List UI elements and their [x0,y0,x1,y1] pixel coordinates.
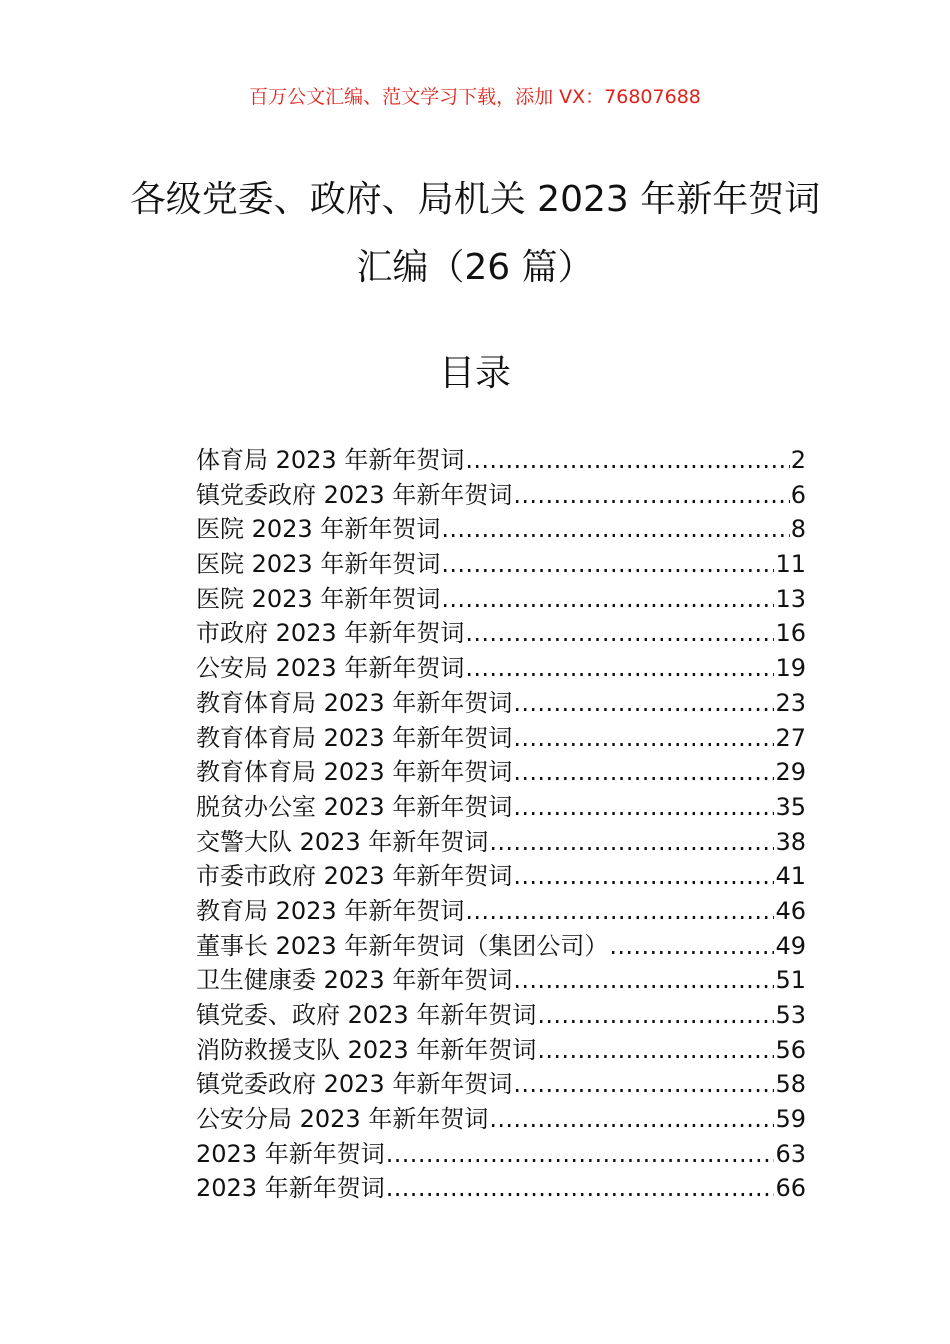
toc-dot-leader [465,443,789,478]
toc-entry[interactable] [196,1102,806,1137]
toc-dot-leader [489,1102,774,1137]
toc-entry-page: 49 [775,931,806,960]
toc-entry[interactable] [196,721,806,756]
toc-entry-page: 19 [775,654,806,683]
toc-dot-leader [441,547,774,582]
toc-entry[interactable] [196,825,806,860]
toc-entry-page: 51 [775,966,806,995]
toc-entry-page: 27 [775,723,806,752]
toc-dot-leader [513,686,774,721]
toc-entry[interactable] [196,616,806,651]
toc-entry[interactable] [196,1033,806,1068]
toc-entry-title: 医院 2023 年新年贺词 [196,515,441,544]
toc-entry-title: 董事长 2023 年新年贺词（集团公司） [196,931,609,960]
header-note: 百万公文汇编、范文学习下载，添加 VX：76807688 [249,86,701,108]
toc-entry-page: 8 [790,515,806,544]
toc-entry[interactable] [196,1067,806,1102]
toc-entry-page: 29 [775,758,806,787]
toc-dot-leader [513,755,774,790]
toc-dot-leader [513,478,789,513]
toc-entry-title: 市委市政府 2023 年新年贺词 [196,862,513,891]
toc-entry-page: 6 [790,480,806,509]
toc-entry-page: 2 [790,446,806,474]
toc-dot-leader [513,721,774,756]
toc-entry-title: 卫生健康委 2023 年新年贺词 [196,966,513,995]
toc-entry[interactable] [196,790,806,825]
toc-entry-page: 63 [775,1139,806,1168]
toc-entry[interactable] [196,929,806,964]
toc-entry-title: 市政府 2023 年新年贺词 [196,619,465,648]
document-title-line-1: 各级党委、政府、局机关 2023 年新年贺词 [129,179,821,220]
toc-entry-page: 13 [775,584,806,613]
toc-dot-leader [513,963,774,998]
toc-entry-page: 56 [775,1035,806,1064]
toc-entry-title: 交警大队 2023 年新年贺词 [196,827,489,856]
toc-dot-leader [513,1067,774,1102]
toc-entry[interactable] [196,894,806,929]
toc-dot-leader [441,582,774,617]
toc-entry-title: 教育体育局 2023 年新年贺词 [196,758,513,787]
toc-entry-page: 11 [775,550,806,579]
toc-heading: 目录 [438,353,511,394]
toc-dot-leader [513,790,774,825]
toc-entry-page: 38 [775,827,806,856]
toc-entry-page: 53 [775,1001,806,1029]
toc-dot-leader [513,859,774,894]
toc-entry-page: 41 [775,862,806,891]
toc-entry-title: 公安局 2023 年新年贺词 [196,654,465,683]
toc-entry-title: 教育体育局 2023 年新年贺词 [196,723,513,752]
toc-entry[interactable] [196,755,806,790]
toc-entry[interactable] [196,651,806,686]
toc-entry-title: 2023 年新年贺词 [196,1139,385,1168]
toc-entry[interactable] [196,686,806,721]
toc-entry[interactable] [196,443,806,478]
toc-dot-leader [441,512,789,547]
toc-entry-title: 医院 2023 年新年贺词 [196,584,441,613]
toc-entry-title: 镇党委政府 2023 年新年贺词 [196,1070,513,1099]
toc-entry-page: 35 [775,792,806,821]
toc-entry-title: 教育体育局 2023 年新年贺词 [196,688,513,717]
toc-entry-page: 58 [775,1070,806,1099]
toc-dot-leader [465,894,774,929]
toc-dot-leader [386,1137,775,1172]
toc-entry-title: 镇党委政府 2023 年新年贺词 [196,480,513,509]
table-of-contents [196,443,806,1206]
toc-entry-title: 消防救援支队 2023 年新年贺词 [196,1035,537,1064]
toc-entry[interactable] [196,998,806,1033]
toc-entry-page: 46 [775,896,806,925]
toc-entry-title: 教育局 2023 年新年贺词 [196,896,465,925]
toc-entry[interactable] [196,1137,806,1172]
toc-entry[interactable] [196,963,806,998]
toc-dot-leader [537,1033,774,1068]
toc-entry[interactable] [196,582,806,617]
toc-entry-page: 59 [775,1105,806,1134]
toc-entry-title: 医院 2023 年新年贺词 [196,550,441,579]
toc-dot-leader [465,616,774,651]
toc-dot-leader [386,1171,775,1206]
toc-entry-page: 23 [775,688,806,717]
toc-dot-leader [489,825,774,860]
toc-entry[interactable] [196,859,806,894]
toc-entry[interactable] [196,547,806,582]
toc-entry-page: 16 [775,619,806,648]
toc-entry-title: 脱贫办公室 2023 年新年贺词 [196,792,513,821]
toc-dot-leader [465,651,774,686]
toc-entry-title: 体育局 2023 年新年贺词 [196,446,465,474]
toc-entry-title: 镇党委、政府 2023 年新年贺词 [196,1001,537,1029]
toc-entry-title: 公安分局 2023 年新年贺词 [196,1105,489,1134]
toc-entry-page: 66 [775,1174,806,1203]
toc-dot-leader [537,998,774,1033]
toc-entry[interactable] [196,512,806,547]
toc-entry[interactable] [196,1171,806,1206]
toc-entry-title: 2023 年新年贺词 [196,1174,385,1203]
toc-entry[interactable] [196,478,806,513]
document-title-line-2: 汇编（26 篇） [356,247,594,288]
toc-dot-leader [609,929,774,964]
